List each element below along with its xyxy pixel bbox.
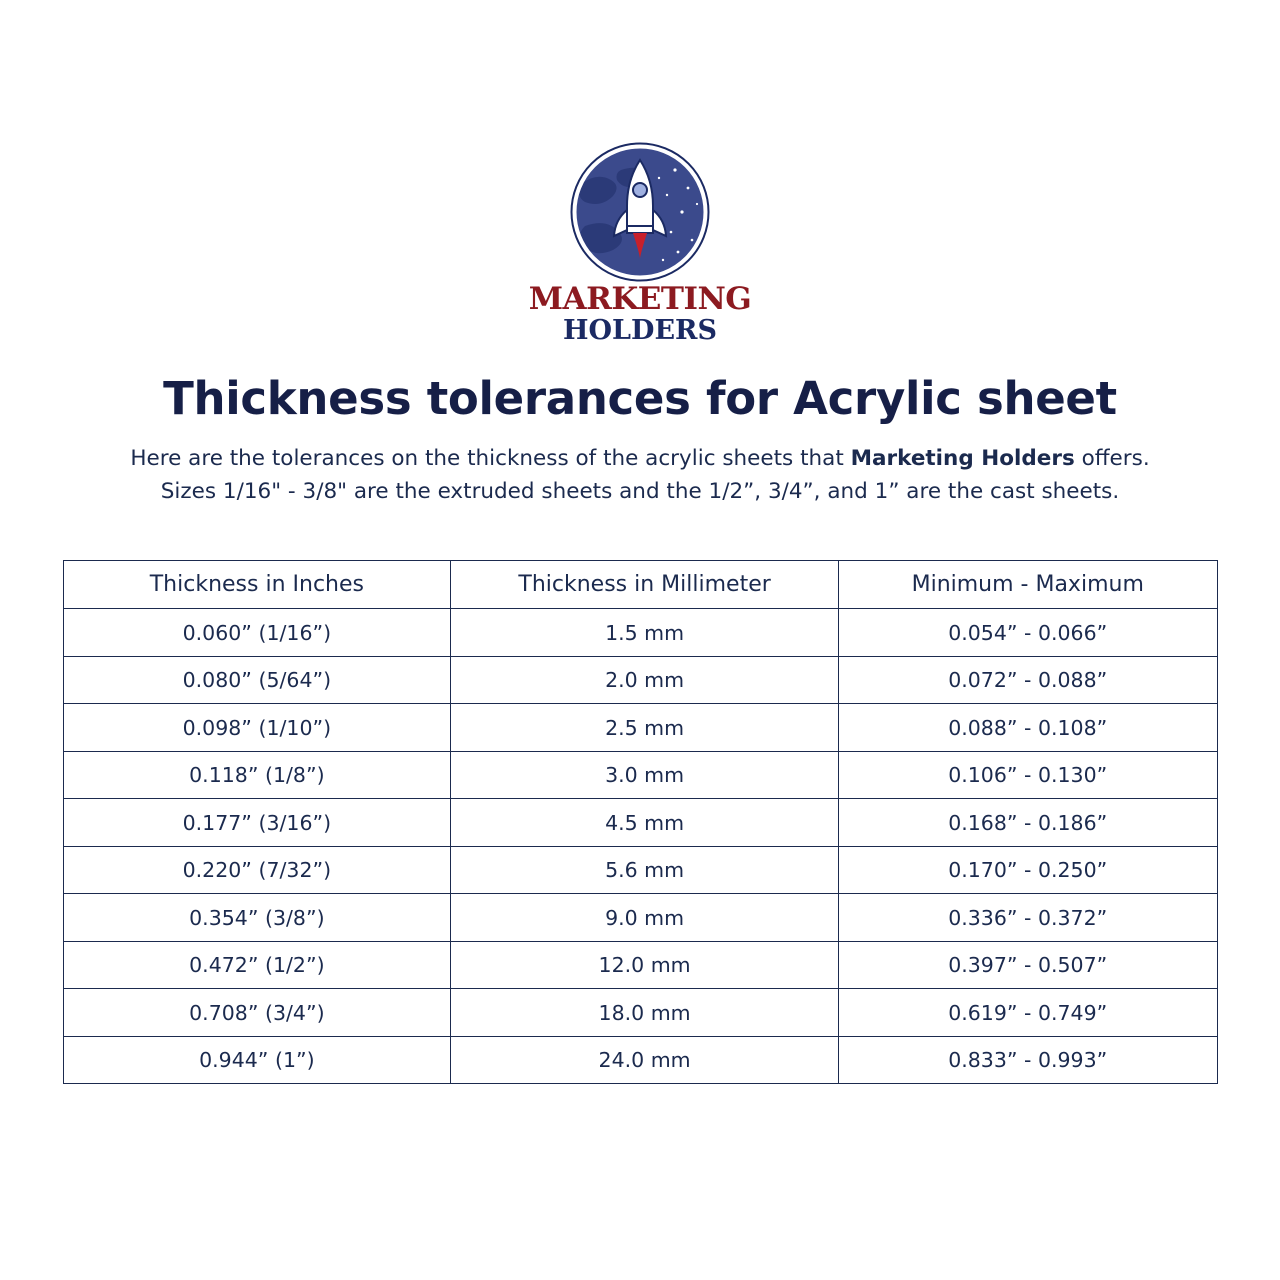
cell-millimeter: 9.0 mm (451, 894, 839, 942)
cell-millimeter: 4.5 mm (451, 799, 839, 847)
cell-min-max: 0.397” - 0.507” (838, 941, 1217, 989)
cell-inches: 0.708” (3/4”) (63, 989, 451, 1037)
cell-millimeter: 3.0 mm (451, 751, 839, 799)
cell-inches: 0.098” (1/10”) (63, 704, 451, 752)
cell-min-max: 0.619” - 0.749” (838, 989, 1217, 1037)
table-row (63, 989, 1217, 1037)
cell-inches: 0.060” (1/16”) (63, 609, 451, 657)
cell-min-max: 0.336” - 0.372” (838, 894, 1217, 942)
table-row (63, 751, 1217, 799)
cell-inches: 0.472” (1/2”) (63, 941, 451, 989)
tolerance-table-wrap (63, 560, 1218, 1084)
cell-millimeter: 24.0 mm (451, 1036, 839, 1084)
column-header-min-max: Minimum - Maximum (838, 561, 1217, 609)
cell-min-max: 0.072” - 0.088” (838, 656, 1217, 704)
cell-inches: 0.354” (3/8”) (63, 894, 451, 942)
cell-min-max: 0.106” - 0.130” (838, 751, 1217, 799)
subtitle-part-1: Here are the tolerances on the thickness of the acrylic sheets that (130, 446, 851, 471)
page-subtitle (60, 443, 1220, 508)
cell-millimeter: 2.5 mm (451, 704, 839, 752)
cell-min-max: 0.170” - 0.250” (838, 846, 1217, 894)
table-row (63, 609, 1217, 657)
table-row (63, 846, 1217, 894)
cell-inches: 0.220” (7/32”) (63, 846, 451, 894)
logo-line-2: HOLDERS (563, 315, 717, 346)
table-row (63, 1036, 1217, 1084)
logo-wordmark (528, 281, 752, 346)
logo-line-1: MARKETING (528, 281, 752, 317)
cell-millimeter: 18.0 mm (451, 989, 839, 1037)
cell-inches: 0.080” (5/64”) (63, 656, 451, 704)
cell-min-max: 0.088” - 0.108” (838, 704, 1217, 752)
rocket-earth-logo-icon (547, 140, 733, 290)
table-row (63, 656, 1217, 704)
table-row (63, 799, 1217, 847)
table-row (63, 704, 1217, 752)
table-header-row (63, 561, 1217, 609)
cell-min-max: 0.168” - 0.186” (838, 799, 1217, 847)
cell-inches: 0.944” (1”) (63, 1036, 451, 1084)
tolerance-table (63, 560, 1218, 1084)
column-header-inches: Thickness in Inches (63, 561, 451, 609)
cell-millimeter: 5.6 mm (451, 846, 839, 894)
subtitle-brand: Marketing Holders (850, 446, 1075, 471)
table-row (63, 941, 1217, 989)
subtitle-part-2: offers. (1074, 446, 1150, 471)
cell-min-max: 0.054” - 0.066” (838, 609, 1217, 657)
brand-logo (0, 140, 1280, 344)
cell-inches: 0.177” (3/16”) (63, 799, 451, 847)
cell-inches: 0.118” (1/8”) (63, 751, 451, 799)
cell-min-max: 0.833” - 0.993” (838, 1036, 1217, 1084)
cell-millimeter: 2.0 mm (451, 656, 839, 704)
page-title: Thickness tolerances for Acrylic sheet (163, 372, 1117, 425)
table-row (63, 894, 1217, 942)
cell-millimeter: 1.5 mm (451, 609, 839, 657)
cell-millimeter: 12.0 mm (451, 941, 839, 989)
column-header-millimeter: Thickness in Millimeter (451, 561, 839, 609)
subtitle-line-2: Sizes 1/16" - 3/8" are the extruded sheets and the 1/2”, 3/4”, and 1” are the cast sheets. (160, 478, 1120, 504)
